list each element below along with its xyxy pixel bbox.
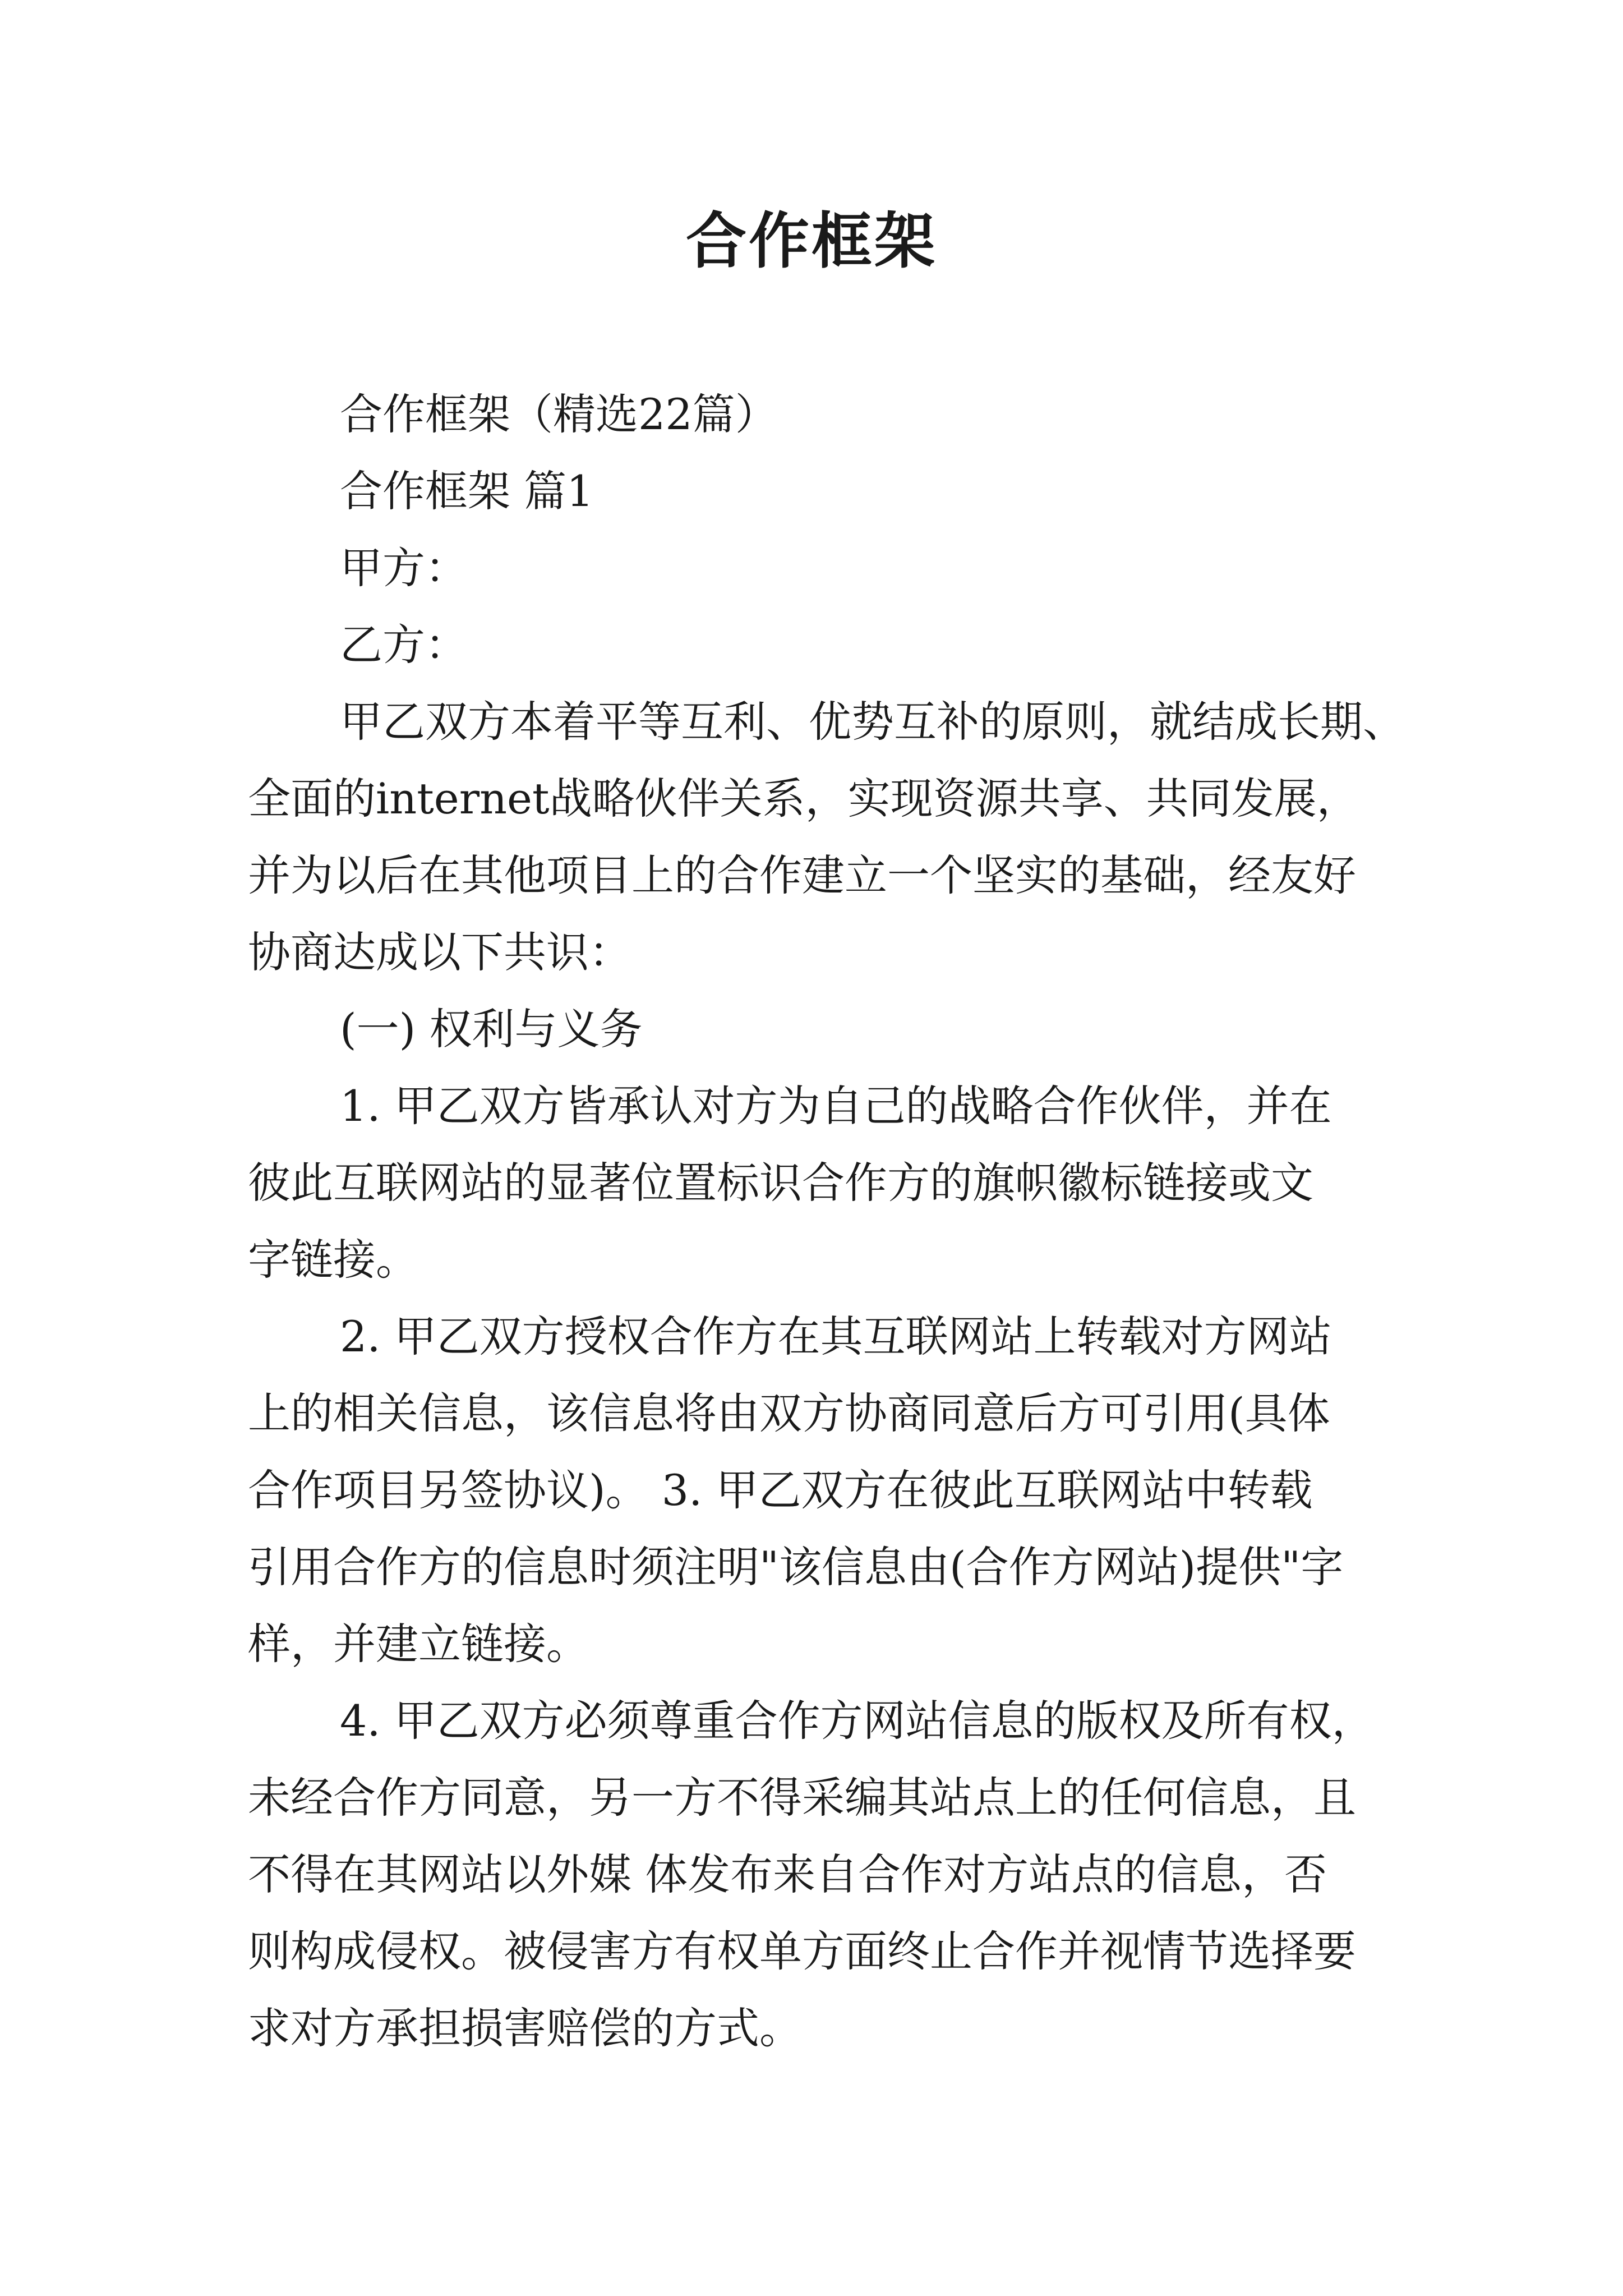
section-heading: 合作框架 篇1 (340, 466, 594, 516)
clause-line: 不得在其网站以外媒 体发布来自合作对方站点的信息，否 (248, 1849, 1327, 1899)
clause-line: 则构成侵权。被侵害方有权单方面终止合作并视情节选择要 (248, 1926, 1356, 1976)
paragraph-line: 甲乙双方本着平等互利、优势互补的原则，就结成长期、 (340, 697, 1405, 747)
paragraph-line: 全面的internet战略伙伴关系，实现资源共享、共同发展， (248, 774, 1359, 823)
document-title: 合作框架 (685, 206, 937, 277)
clause-line: 样，并建立链接。 (248, 1619, 589, 1669)
clause-line: 未经合作方同意，另一方不得采编其站点上的任何信息，且 (248, 1773, 1356, 1823)
clause-line: 上的相关信息，该信息将由双方协商同意后方可引用(具体 (248, 1388, 1330, 1438)
clause-line: 4. 甲乙双方必须尊重合作方网站信息的版权及所有权， (340, 1696, 1375, 1746)
document-body (248, 376, 1405, 2067)
clause-line: 合作项目另签协议)。 3. 甲乙双方在彼此互联网站中转载 (248, 1465, 1313, 1515)
subtitle-line: 合作框架（精选22篇） (340, 389, 778, 439)
clause-line: 求对方承担损害赔偿的方式。 (248, 2003, 802, 2053)
party-a-line: 甲方： (340, 543, 468, 593)
clause-line: 2. 甲乙双方授权合作方在其互联网站上转载对方网站 (340, 1312, 1332, 1361)
clause-line: 字链接。 (248, 1235, 418, 1285)
clause-line: 引用合作方的信息时须注明"该信息由(合作方网站)提供"字 (248, 1542, 1344, 1592)
paragraph-line: 协商达成以下共识： (248, 927, 631, 977)
paragraph-line: 并为以后在其他项目上的合作建立一个坚实的基础，经友好 (248, 850, 1356, 900)
clause-heading: (一) 权利与义务 (340, 1004, 643, 1054)
clause-line: 彼此互联网站的显著位置标识合作方的旗帜徽标链接或文 (248, 1158, 1313, 1208)
party-b-line: 乙方： (340, 620, 468, 670)
clause-line: 1. 甲乙双方皆承认对方为自己的战略合作伙伴，并在 (340, 1081, 1332, 1131)
